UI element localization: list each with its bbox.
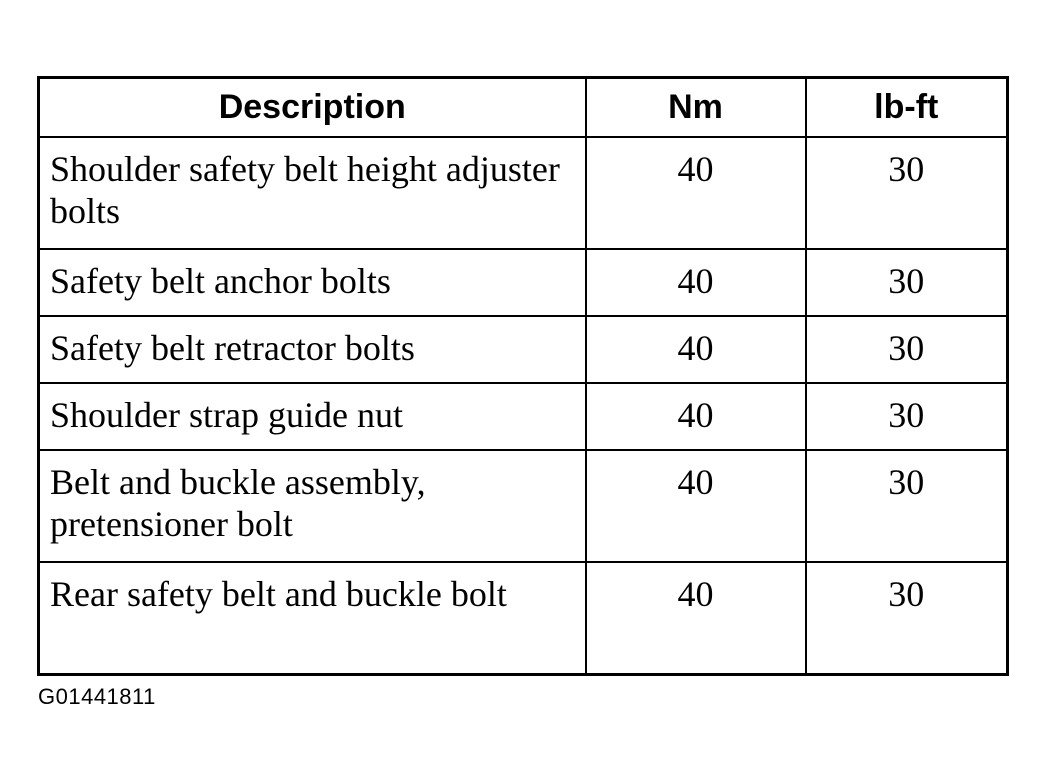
header-description: Description (39, 78, 586, 138)
table-row (39, 137, 1008, 249)
cell-nm: 40 (586, 383, 806, 450)
cell-description: Safety belt anchor bolts (39, 249, 586, 316)
cell-nm: 40 (586, 562, 806, 675)
table-row (39, 450, 1008, 562)
cell-lbft: 30 (806, 450, 1008, 562)
cell-description: Rear safety belt and buckle bolt (39, 562, 586, 675)
figure-code: G01441811 (38, 684, 156, 709)
cell-description: Shoulder strap guide nut (39, 383, 586, 450)
cell-lbft: 30 (806, 249, 1008, 316)
cell-description: Shoulder safety belt height adjuster bolts (39, 137, 586, 249)
cell-nm: 40 (586, 450, 806, 562)
cell-description: Safety belt retractor bolts (39, 316, 586, 383)
table-row (39, 316, 1008, 383)
torque-spec-table (37, 76, 1009, 676)
table-row (39, 249, 1008, 316)
cell-nm: 40 (586, 137, 806, 249)
cell-description: Belt and buckle assembly, pretensioner bolt (39, 450, 586, 562)
table-header-row (39, 78, 1008, 138)
cell-lbft: 30 (806, 562, 1008, 675)
header-nm: Nm (586, 78, 806, 138)
cell-lbft: 30 (806, 316, 1008, 383)
table-row (39, 383, 1008, 450)
cell-nm: 40 (586, 249, 806, 316)
cell-lbft: 30 (806, 137, 1008, 249)
cell-nm: 40 (586, 316, 806, 383)
table-row (39, 562, 1008, 675)
cell-lbft: 30 (806, 383, 1008, 450)
header-lbft: lb-ft (806, 78, 1008, 138)
